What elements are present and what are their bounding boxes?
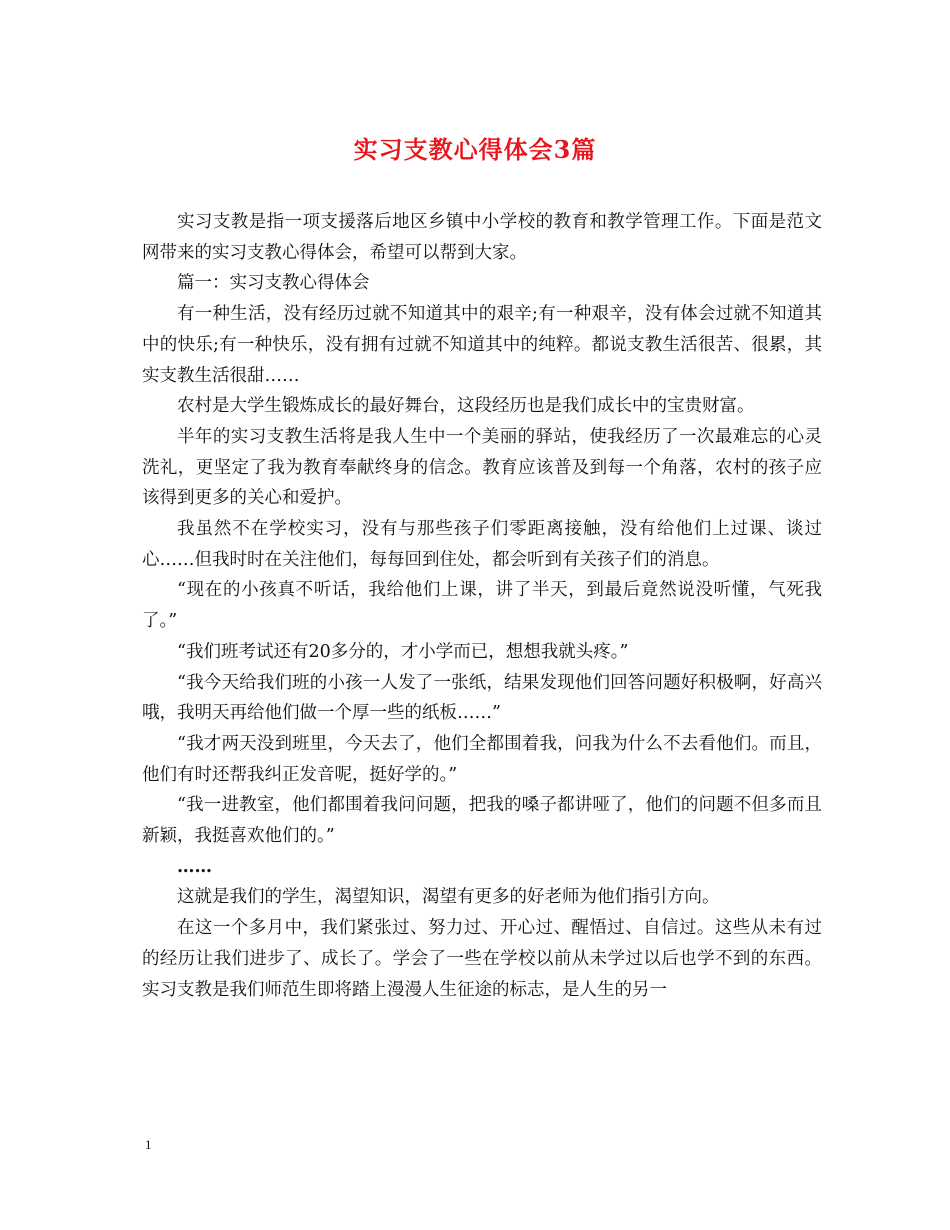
quote-paragraph: “我一进教室，他们都围着我问问题，把我的嗓子都讲哑了，他们的问题不但多而且新颖，我挺喜欢他们的。”: [142, 795, 822, 847]
paragraph: 在这一个多月中，我们紧张过、努力过、开心过、醒悟过、自信过。这些从未有过的经历让我们进步了、成长了。学会了一些在学校以前从未学过以后也学不到的东西。实习支教是我们师范生即将踏上漫漫人生征途的标志，是人生的另一: [142, 918, 822, 1000]
paragraph: 我虽然不在学校实习，没有与那些孩子们零距离接触，没有给他们上过课、谈过心……但我时时在关注他们，每每回到住处，都会听到有关孩子们的消息。: [142, 519, 822, 570]
section-heading: 篇一：实习支教心得体会: [177, 273, 370, 294]
paragraph: 有一种生活，没有经历过就不知道其中的艰辛;有一种艰辛，没有体会过就不知道其中的快乐;有一种快乐，没有拥有过就不知道其中的纯粹。都说支教生活很苦、很累，其实支教生活很甜……: [142, 304, 822, 386]
quote-paragraph: “我今天给我们班的小孩一人发了一张纸，结果发现他们回答问题好积极啊，好高兴哦，我明天再给他们做一个厚一些的纸板……”: [142, 672, 822, 724]
paragraph: 农村是大学生锻炼成长的最好舞台，这段经历也是我们成长中的宝贵财富。: [177, 396, 755, 417]
ellipsis-line: ……: [177, 856, 212, 877]
quote-paragraph: “我才两天没到班里，今天去了，他们全都围着我，问我为什么不去看他们。而且，他们有时还帮我纠正发音呢，挺好学的。”: [142, 733, 822, 785]
document-body: [142, 207, 822, 1005]
paragraph-intro: 实习支教是指一项支援落后地区乡镇中小学校的教育和教学管理工作。下面是范文网带来的实习支教心得体会，希望可以帮到大家。: [142, 212, 822, 263]
paragraph: 这就是我们的学生，渴望知识，渴望有更多的好老师为他们指引方向。: [177, 887, 720, 908]
quote-paragraph: “我们班考试还有20多分的，才小学而已，想想我就头疼。”: [177, 641, 629, 662]
quote-paragraph: “现在的小孩真不听话，我给他们上课，讲了半天，到最后竟然说没听懂，气死我了。”: [142, 580, 822, 632]
document-title: 实习支教心得体会3篇: [353, 135, 597, 164]
page-number: 1: [145, 1137, 152, 1152]
paragraph: 半年的实习支教生活将是我人生中一个美丽的驿站，使我经历了一次最难忘的心灵洗礼，更坚定了我为教育奉献终身的信念。教育应该普及到每一个角落，农村的孩子应该得到更多的关心和爱护。: [142, 426, 822, 509]
